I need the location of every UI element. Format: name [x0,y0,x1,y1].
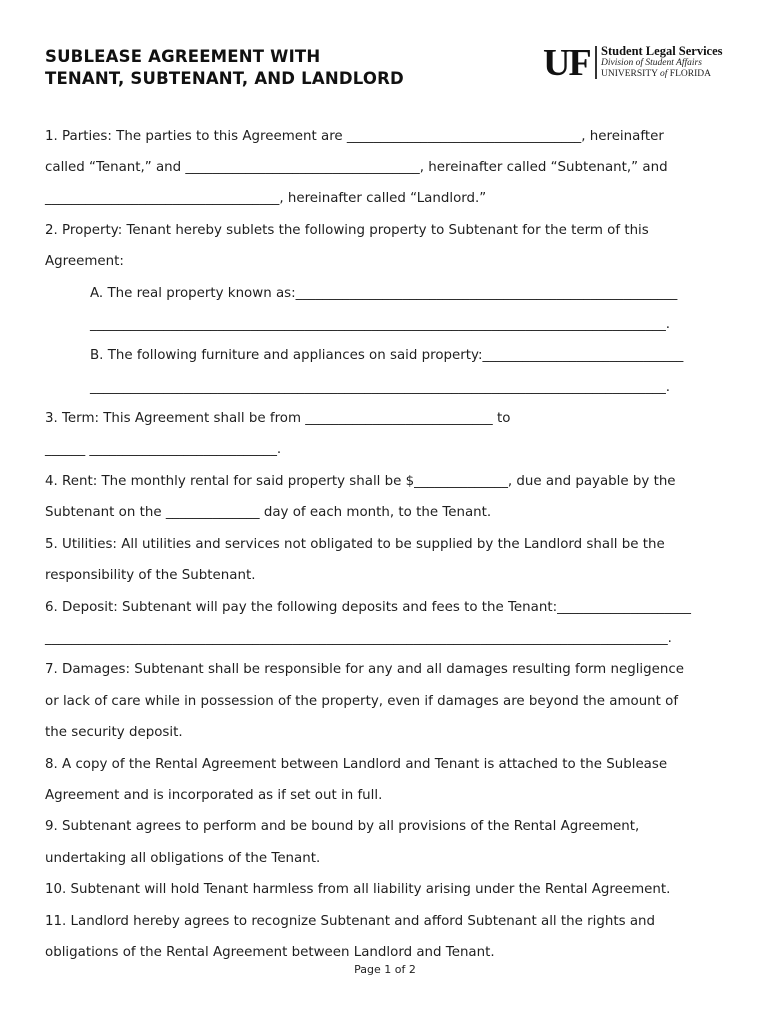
title-line-2: TENANT, SUBTENANT, AND LANDLORD [45,69,404,88]
damages-line-3: the security deposit. [45,725,183,740]
rent-line-2: Subtenant on the ______________ day of each month, to the Tenant. [45,505,492,520]
harmless-line: 10. Subtenant will hold Tenant harmless from all liability arising under the Rental Agreement. [45,882,671,897]
logo-line-3-a: UNIVERSITY [601,69,661,79]
logo-line-3-b: of [660,69,668,79]
recognition-line-1: 11. Landlord hereby agrees to recognize Subtenant and afford Subtenant all the rights and [45,914,656,929]
parties-line-1: 1. Parties: The parties to this Agreement are ___________________________________, hereinafter [45,129,664,144]
property-b-line-2: ______________________________________________________________________________________. [90,380,671,395]
utilities-line-2: responsibility of the Subtenant. [45,568,256,583]
uf-student-legal-services-logo [543,44,733,84]
logo-line-1: Student Legal Services [601,44,723,58]
obligations-line-1: 9. Subtenant agrees to perform and be bound by all provisions of the Rental Agreement, [45,819,640,834]
property-line-2: Agreement: [45,254,124,269]
property-a-line-2: ______________________________________________________________________________________. [90,317,671,332]
uf-logo-mark: UF [543,42,590,84]
logo-divider [595,46,597,79]
obligations-line-2: undertaking all obligations of the Tenant. [45,851,321,866]
title-line-1: SUBLEASE AGREEMENT WITH [45,47,321,66]
damages-line-1: 7. Damages: Subtenant shall be responsible for any and all damages resulting form negligence [45,662,684,677]
deposit-line-1: 6. Deposit: Subtenant will pay the following deposits and fees to the Tenant:____________________ [45,600,691,615]
damages-line-2: or lack of care while in possession of the property, even if damages are beyond the amount of [45,694,679,709]
deposit-line-2: _____________________________________________________________________________________________. [45,631,672,646]
rental-copy-line-1: 8. A copy of the Rental Agreement between Landlord and Tenant is attached to the Sublease [45,757,668,772]
property-a-line-1: A. The real property known as:_________________________________________________________ [90,286,678,301]
rent-line-1: 4. Rent: The monthly rental for said property shall be $______________, due and payable by the [45,474,676,489]
recognition-line-2: obligations of the Rental Agreement between Landlord and Tenant. [45,945,495,960]
property-line-1: 2. Property: Tenant hereby sublets the following property to Subtenant for the term of this [45,223,649,238]
document-title [45,46,404,90]
property-b-line-1: B. The following furniture and appliances on said property:______________________________ [90,348,684,363]
page-number: Page 1 of 2 [354,963,416,976]
logo-line-3-c: FLORIDA [667,69,711,79]
utilities-line-1: 5. Utilities: All utilities and services not obligated to be supplied by the Landlord shall be the [45,537,665,552]
parties-line-3: ___________________________________, hereinafter called “Landlord.” [45,191,487,206]
parties-line-2: called “Tenant,” and ___________________________________, hereinafter called “Subtenant,” and [45,160,668,175]
logo-line-3 [601,69,711,80]
logo-line-2: Division of Student Affairs [601,58,702,68]
term-line-2: ______ ____________________________. [45,442,282,457]
term-line-1: 3. Term: This Agreement shall be from ____________________________ to [45,411,511,426]
rental-copy-line-2: Agreement and is incorporated as if set out in full. [45,788,383,803]
